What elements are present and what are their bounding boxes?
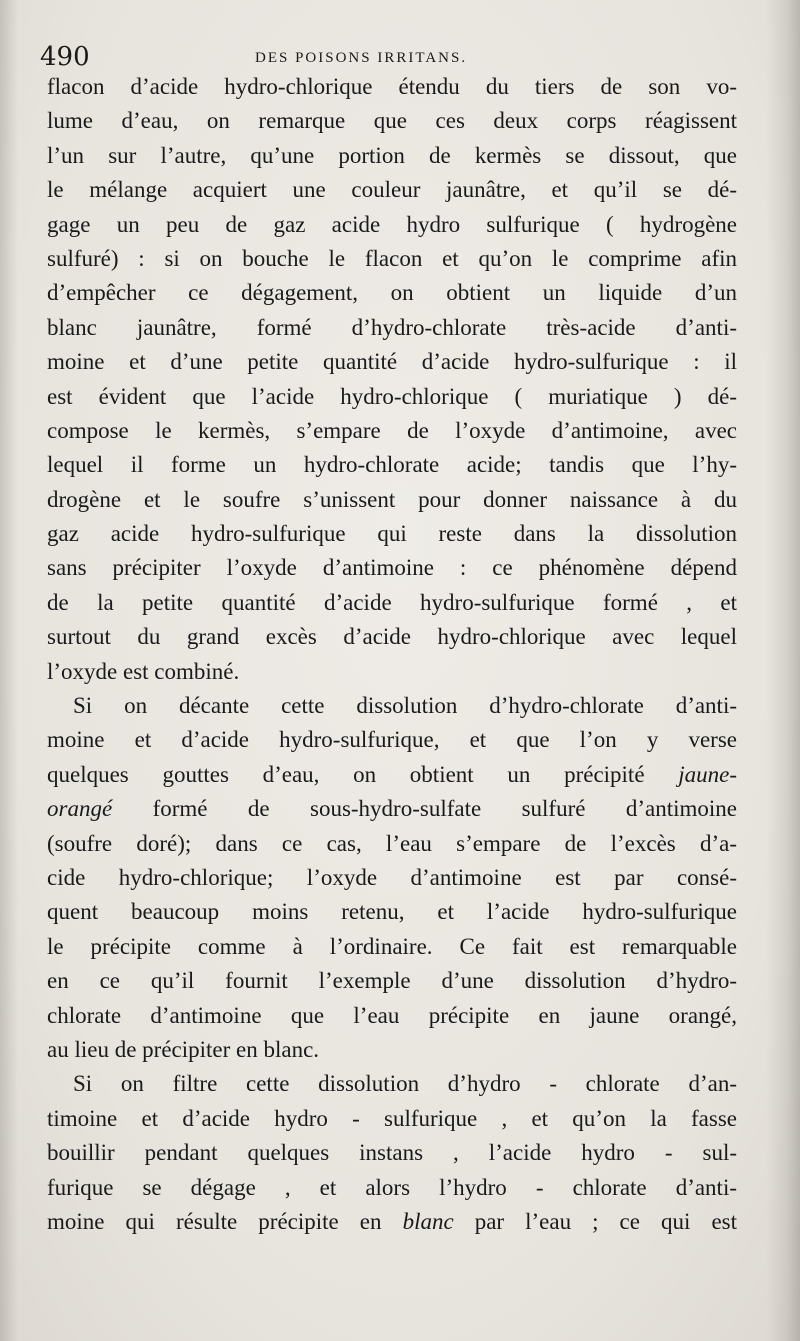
page-edge-shadow	[766, 0, 800, 1341]
text-line	[47, 1067, 737, 1101]
text-line	[47, 689, 737, 723]
text-line	[47, 1171, 737, 1205]
line-text: gage un peu de gaz acide hydro sulfurique ( hydrogène	[47, 211, 737, 237]
line-text: d’empêcher ce dégagement, on obtient un liquide d’un	[47, 280, 737, 306]
text-line	[47, 380, 737, 414]
text-line	[47, 1136, 737, 1170]
page-number: 490	[40, 42, 90, 72]
line-text: l’oxyde est combiné.	[47, 658, 240, 684]
text-line	[47, 517, 737, 551]
text-line	[47, 930, 737, 964]
body-text	[47, 70, 737, 1239]
line-text: (soufre doré); dans ce cas, l’eau s’empare de l’excès d’a-	[47, 830, 737, 856]
line-text: par l’eau ; ce qui est	[453, 1208, 737, 1234]
line-text: furique se dégage , et alors l’hydro - chlorate d’anti-	[47, 1174, 737, 1200]
line-text: cide hydro-chlorique; l’oxyde d’antimoine est par consé-	[47, 864, 737, 890]
line-text: moine et d’acide hydro-sulfurique, et que l’on y verse	[47, 727, 737, 753]
line-text: lequel il forme un hydro-chlorate acide; tandis que l’hy-	[47, 452, 737, 478]
text-line	[47, 70, 737, 104]
text-line	[47, 139, 737, 173]
text-line	[47, 1102, 737, 1136]
text-line	[47, 276, 737, 310]
line-text: Si on décante cette dissolution d’hydro-chlorate d’anti-	[73, 693, 737, 719]
line-text: sulfuré) : si on bouche le flacon et qu’on le comprime afin	[47, 245, 737, 271]
line-text: chlorate d’antimoine que l’eau précipite en jaune orangé,	[47, 1002, 737, 1028]
line-text: le mélange acquiert une couleur jaunâtre, et qu’il se dé-	[47, 177, 737, 203]
italic-text: blanc	[402, 1208, 454, 1234]
line-text: au lieu de précipiter en blanc.	[47, 1036, 320, 1062]
line-text: moine qui résulte précipite en	[47, 1208, 403, 1234]
text-line	[47, 104, 737, 138]
line-text: formé de sous-hydro-sulfate sulfuré d’antimoine	[112, 796, 737, 822]
line-text: Si on filtre cette dissolution d’hydro - chlorate d’an-	[73, 1071, 737, 1097]
line-text: drogène et le soufre s’unissent pour donner naissance à du	[47, 486, 737, 512]
line-text: de la petite quantité d’acide hydro-sulfurique formé , et	[47, 589, 737, 615]
line-text: surtout du grand excès d’acide hydro-chlorique avec lequel	[47, 624, 737, 650]
text-line	[47, 758, 737, 792]
page-gutter-shadow	[0, 0, 18, 1341]
text-line	[47, 242, 737, 276]
italic-text: jaune-	[678, 761, 737, 787]
text-line	[47, 827, 737, 861]
line-text: moine et d’une petite quantité d’acide hydro-sulfurique : il	[47, 349, 737, 375]
text-line	[47, 655, 737, 689]
text-line	[47, 448, 737, 482]
line-text: lume d’eau, on remarque que ces deux corps réagissent	[47, 108, 737, 134]
line-text: timoine et d’acide hydro - sulfurique , et qu’on la fasse	[47, 1105, 737, 1131]
text-line	[47, 1205, 737, 1239]
line-text: quent beaucoup moins retenu, et l’acide hydro-sulfurique	[47, 899, 737, 925]
text-line	[47, 861, 737, 895]
text-line	[47, 586, 737, 620]
text-line	[47, 208, 737, 242]
text-line	[47, 723, 737, 757]
text-line	[47, 895, 737, 929]
line-text: en ce qu’il fournit l’exemple d’une dissolution d’hydro-	[47, 968, 737, 994]
line-text: compose le kermès, s’empare de l’oxyde d’antimoine, avec	[47, 417, 737, 443]
line-text: est évident que l’acide hydro-chlorique ( muriatique ) dé-	[47, 383, 737, 409]
line-text: gaz acide hydro-sulfurique qui reste dans la dissolution	[47, 521, 737, 547]
line-text: quelques gouttes d’eau, on obtient un précipité	[47, 761, 679, 787]
text-line	[47, 345, 737, 379]
line-text: le précipite comme à l’ordinaire. Ce fait est remarquable	[47, 933, 737, 959]
text-line	[47, 311, 737, 345]
running-head: DES POISONS IRRITANS.	[255, 50, 468, 66]
text-line	[47, 173, 737, 207]
page-header	[40, 42, 740, 72]
text-line	[47, 999, 737, 1033]
text-line	[47, 414, 737, 448]
line-text: blanc jaunâtre, formé d’hydro-chlorate très-acide d’anti-	[47, 314, 737, 340]
line-text: sans précipiter l’oxyde d’antimoine : ce phénomène dépend	[47, 555, 737, 581]
text-line	[47, 792, 737, 826]
text-line	[47, 551, 737, 585]
text-line	[47, 964, 737, 998]
text-line	[47, 620, 737, 654]
text-line	[47, 483, 737, 517]
line-text: bouillir pendant quelques instans , l’acide hydro - sul-	[47, 1140, 737, 1166]
line-text: l’un sur l’autre, qu’une portion de kermès se dissout, que	[47, 142, 737, 168]
text-line	[47, 1033, 737, 1067]
italic-text: orangé	[47, 796, 113, 822]
line-text: flacon d’acide hydro-chlorique étendu du tiers de son vo-	[47, 74, 737, 99]
